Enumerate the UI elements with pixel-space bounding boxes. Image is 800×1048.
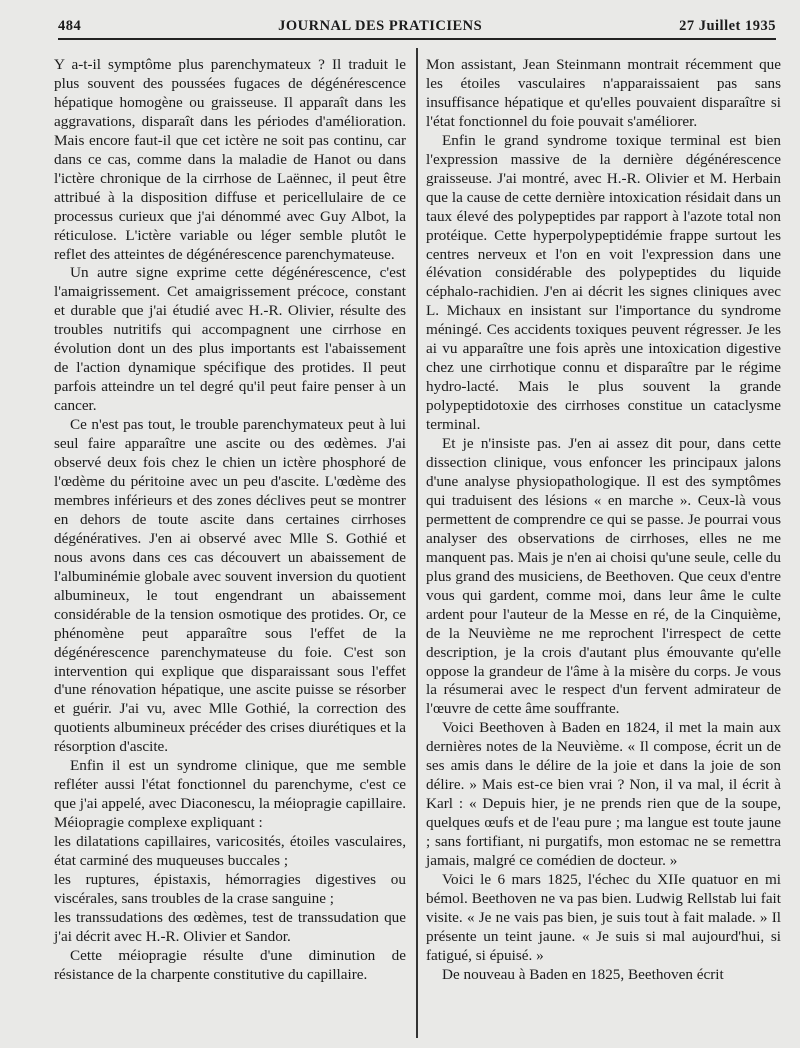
right-column: [426, 56, 781, 985]
list-item: les ruptures, épistaxis, hémorragies digestives ou viscérales, sans troubles de la crase sanguine ;: [54, 870, 406, 907]
list-item: les transsudations des œdèmes, test de transsudation que j'ai décrit avec H.-R. Olivier et Sandor.: [54, 908, 406, 945]
paragraph: Et je n'insiste pas. J'en ai assez dit pour, dans cette dissection clinique, vous enfoncer les principaux jalons d'une analyse physiopathologique. Il est des symptômes qui traduisent des lésions « en marche ». Ceux-là vous permettent de comprendre ce qui se passe. Je pourrai vous analyser des observations de cirrhoses, elles ne me manquent pas. Mais je n'en ai choisi qu'une seule, celle du plus grand des musiciens, de Beethoven. Que ceux d'entre vous qui gardent, comme moi, dans leur âme le culte ardent pour l'auteur de la Messe en ré, de la Cinquième, de la Neuvième ne me reprochent l'irrespect de cette description, je la crois d'autant plus émouvante qu'elle oppose la grandeur de l'âme à la misère du corps. Je vous la résumerai avec le respect d'un fervent admirateur de l'œuvre de cette âme souffrante.: [426, 435, 781, 718]
paragraph: Cette méiopragie résulte d'une diminution de résistance de la charpente constitutive du capillaire.: [54, 946, 406, 983]
list-item: les dilatations capillaires, varicosités, étoiles vasculaires, état carminé des muqueuses buccales ;: [54, 833, 406, 870]
paragraph: Mon assistant, Jean Steinmann montrait récemment que les étoiles vasculaires n'apparaissaient pas sans insuffisance hépatique et qu'elles pouvaient disparaître si l'état fonctionnel du foie pouvait s'améliorer.: [426, 56, 781, 130]
running-header: [58, 12, 776, 40]
paragraph: Ce n'est pas tout, le trouble parenchymateux peut à lui seul faire apparaître une ascite ou des œdèmes. J'ai observé deux fois chez le chien un ictère phosphoré de l'œdème du péritoine avec un peu d'ascite. L'œdème des membres inférieurs et des zones déclives peut se montrer en dehors de toute ascite dans certaines cirrhoses dégénératives. J'en ai observé avec Mlle S. Gothié et nous avons dans ces cas découvert un abaissement de l'albuminémie globale avec souvent inversion du quotient albumineux, le tout engendrant un abaissement considérable de la tension osmotique des protides. Or, ce phénomène peut apparaître sous l'effet de la dégénérescence parenchymateuse du foie. C'est son intervention qui explique que disparaissant sous l'effet d'une rénovation hépatique, une ascite puisse se résorber et guérir. J'ai vu, avec Mlle Gothié, la correction des quotients albumineux précéder des crises diurétiques et la résorption d'ascite.: [54, 416, 406, 756]
text-columns: [54, 48, 780, 1038]
paragraph: Enfin il est un syndrome clinique, que me semble refléter aussi l'état fonctionnel du parenchyme, c'est ce que j'ai appelé, avec Diaconescu, la méiopragie capillaire. Méiopragie complexe expliquant :: [54, 757, 406, 832]
column-divider: [416, 48, 418, 1038]
page-number: 484: [58, 17, 82, 34]
header-rule: [58, 38, 776, 40]
left-column: [54, 56, 406, 985]
issue-date: 27 Juillet 1935: [679, 17, 776, 34]
journal-title: JOURNAL DES PRATICIENS: [278, 17, 483, 34]
paragraph: De nouveau à Baden en 1825, Beethoven écrit: [442, 965, 724, 983]
paragraph: Un autre signe exprime cette dégénérescence, c'est l'amaigrissement. Cet amaigrissement précoce, constant et durable que j'ai étudié avec H.-R. Olivier, résulte des troubles nutritifs qui accompagnent une cirrhose en évolution dont un des plus importants est l'abaissement de l'action dynamique spécifique des protides. Il peut parfois atteindre un tel degré qu'il peut faire penser à un cancer.: [54, 264, 406, 415]
paragraph: Enfin le grand syndrome toxique terminal est bien l'expression massive de la dernière dégénérescence graisseuse. J'ai montré, avec H.-R. Olivier et M. Herbain que la cause de cette dernière intoxication résidait dans un taux élevé des polypeptides par rapport à l'azote total non protéique. Cette hyperpolypeptidémie frappe surtout les centres nerveux et l'on en voit l'expression dans une élévation considérable des polypeptides du liquide céphalo-rachidien. J'en ai décrit les signes cliniques avec L. Michaux en insistant sur l'importance du syndrome méningé. Ces accidents toxiques peuvent régresser. Je les ai vu apparaître une fois après une intoxication digestive chez une cirrhotique connu et disparaître par le régime hydro-lacté. Mais le plus souvent la grande polypeptidotoxie des cirrhoses constitue un cataclysme terminal.: [426, 131, 781, 434]
paragraph: Voici Beethoven à Baden en 1824, il met la main aux dernières notes de la Neuvième. « Il compose, écrit un de ses amis dans le délire de la joie et dans la joie de son délire. » Mais est-ce bien vrai ? Non, il va mal, il écrit à Karl : « Depuis hier, je ne prends rien que de la soupe, quelques œufs et de l'eau pure ; ma langue est toute jaune ; sans fortifiant, ni purgatifs, mon estomac ne se remettra jamais, malgré ce comédien de docteur. »: [426, 719, 781, 870]
paragraph: Voici le 6 mars 1825, l'échec du XIIe quatuor en mi bémol. Beethoven ne va pas bien. Ludwig Rellstab lui fait visite. « Je ne vais pas bien, je suis tout à fait malade. » Il présente un teint jaune. « Je suis si mal aujourd'hui, si fatigué, si épuisé. »: [426, 870, 781, 964]
paragraph: Y a-t-il symptôme plus parenchymateux ? Il traduit le plus souvent des poussées fugaces de dégénérescence hépatique homogène ou graisseuse. Il apparaît dans les aggravations, disparaît dans les périodes d'amélioration. Mais encore faut-il que cet ictère ne soit pas continu, car dans ce cas, comme dans la maladie de Hanot ou dans l'ictère chronique de la cirrhose de Laënnec, il peut être attribué à la disposition diffuse et pericellulaire de ce processus curieux que j'ai dénommé avec Guy Albot, la réticulose. L'ictère variable ou léger semble plutôt le reflet des atteintes de dégénérescence parenchymateuse.: [54, 56, 406, 263]
